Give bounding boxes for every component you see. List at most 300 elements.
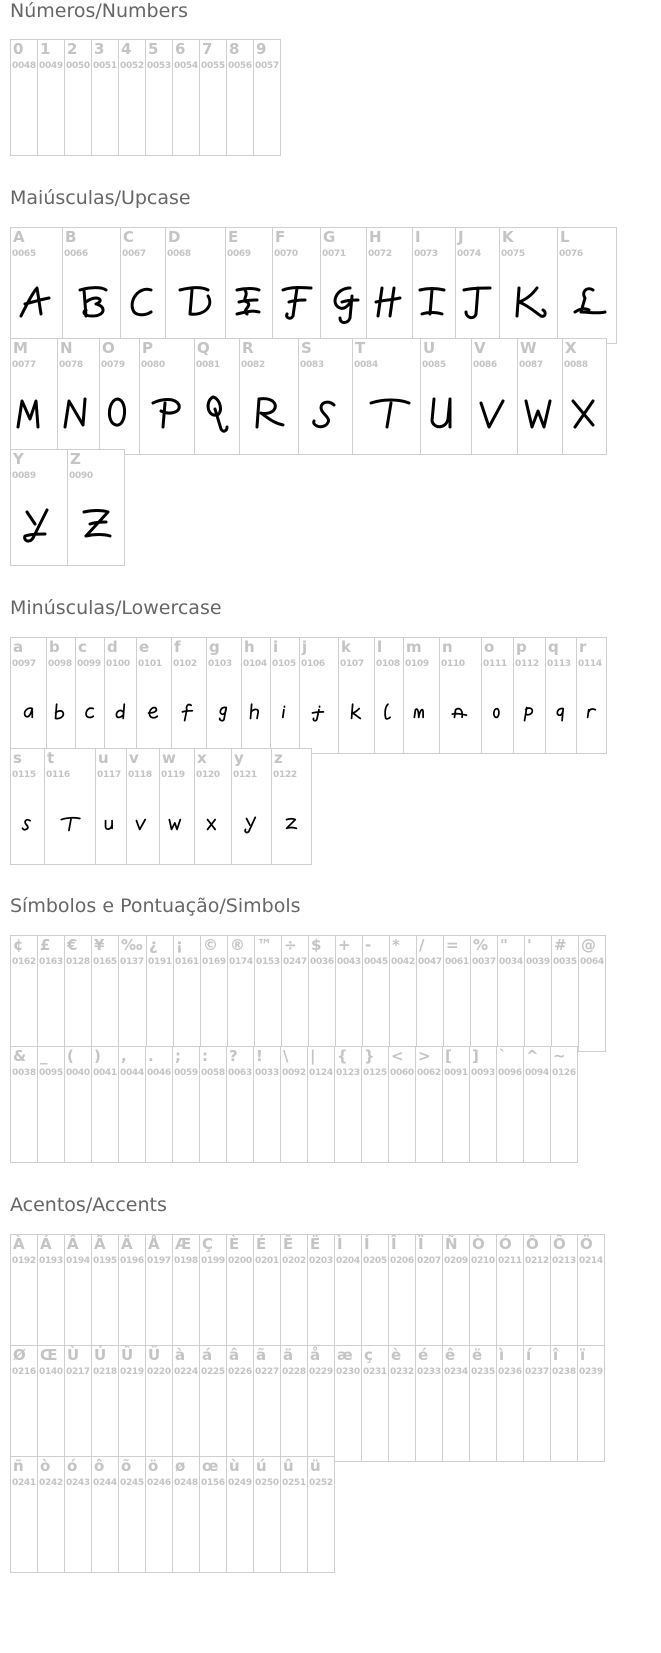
glyph-code: 0236 <box>498 1367 522 1377</box>
glyph-character: L <box>560 228 570 246</box>
glyph-cell <box>416 935 444 1052</box>
handwritten-glyph-sample <box>160 799 194 849</box>
glyph-code: 0111 <box>483 659 507 669</box>
glyph-cell <box>241 637 271 754</box>
glyph-code: 0126 <box>552 1068 576 1078</box>
glyph-cell <box>46 637 76 754</box>
glyph-character: = <box>446 936 459 954</box>
glyph-character: ê <box>445 1346 456 1364</box>
glyph-cell <box>415 1046 443 1163</box>
glyph-cell <box>253 1234 281 1351</box>
glyph-code: 0122 <box>273 770 297 780</box>
glyph-character: v <box>129 749 139 767</box>
glyph-cell <box>10 449 68 566</box>
handwritten-glyph-sample <box>76 688 104 738</box>
glyph-cell <box>307 1456 335 1573</box>
glyph-row <box>10 1345 604 1462</box>
glyph-character: % <box>473 936 489 954</box>
glyph-code: 0087 <box>519 360 543 370</box>
glyph-code: 0103 <box>208 659 232 669</box>
glyph-cell <box>496 1234 524 1351</box>
section-title-upcase: Maiúsculas/Upcase <box>10 187 191 209</box>
glyph-cell <box>442 1046 470 1163</box>
glyph-cell <box>469 1046 497 1163</box>
glyph-character: - <box>365 936 372 954</box>
glyph-cell <box>199 1046 227 1163</box>
handwritten-glyph-sample <box>375 688 403 738</box>
glyph-code: 0205 <box>363 1256 387 1266</box>
glyph-character: ) <box>94 1047 101 1065</box>
glyph-character: O <box>102 339 115 357</box>
glyph-cell <box>307 1234 335 1351</box>
glyph-code: 0112 <box>515 659 539 669</box>
glyph-character: z <box>274 749 283 767</box>
glyph-code: 0217 <box>66 1367 90 1377</box>
glyph-cell <box>361 1345 389 1462</box>
glyph-cell <box>57 338 100 455</box>
glyph-cell <box>362 935 390 1052</box>
glyph-character: s <box>13 749 22 767</box>
glyph-character: R <box>242 339 254 357</box>
glyph-cell <box>64 1456 92 1573</box>
glyph-code: 0056 <box>228 61 252 71</box>
glyph-cell <box>254 935 282 1052</box>
glyph-character: / <box>419 936 425 954</box>
glyph-cell <box>171 637 207 754</box>
glyph-code: 0198 <box>174 1256 198 1266</box>
glyph-code: 0209 <box>444 1256 468 1266</box>
glyph-cell <box>10 748 45 865</box>
glyph-cell <box>576 637 607 754</box>
glyph-character: y <box>234 749 244 767</box>
glyph-code: 0084 <box>354 360 378 370</box>
glyph-character: U <box>423 339 436 357</box>
glyph-code: 0053 <box>147 61 171 71</box>
glyph-cell <box>37 1456 65 1573</box>
glyph-code: 0121 <box>233 770 257 780</box>
glyph-cell <box>226 39 254 156</box>
handwritten-glyph-sample <box>472 389 517 439</box>
glyph-character: " <box>500 936 508 954</box>
glyph-code: 0116 <box>46 770 70 780</box>
glyph-code: 0153 <box>256 957 280 967</box>
glyph-code: 0192 <box>12 1256 36 1266</box>
glyph-character: l <box>377 638 383 656</box>
glyph-cell <box>64 39 92 156</box>
section-title-numbers: Números/Numbers <box>10 0 188 22</box>
glyph-code: 0045 <box>364 957 388 967</box>
glyph-code: 0128 <box>66 957 90 967</box>
glyph-cell <box>334 1234 362 1351</box>
glyph-code: 0052 <box>120 61 144 71</box>
handwritten-glyph-sample <box>47 688 75 738</box>
handwritten-glyph-sample <box>207 688 241 738</box>
glyph-cell <box>439 637 482 754</box>
glyph-code: 0080 <box>141 360 165 370</box>
glyph-character: 7 <box>202 40 213 58</box>
glyph-code: 0245 <box>120 1478 144 1488</box>
glyph-character: p <box>516 638 527 656</box>
glyph-cell <box>226 1345 254 1462</box>
glyph-character: h <box>244 638 255 656</box>
glyph-cell <box>10 935 38 1052</box>
handwritten-glyph-sample <box>68 500 124 550</box>
glyph-cell <box>172 1345 200 1462</box>
glyph-character: C <box>123 228 135 246</box>
glyph-code: 0036 <box>310 957 334 967</box>
glyph-code: 0191 <box>148 957 172 967</box>
glyph-character: ô <box>94 1457 105 1475</box>
glyph-cell <box>126 748 160 865</box>
glyph-cell <box>145 1345 173 1462</box>
glyph-code: 0049 <box>39 61 63 71</box>
glyph-character: ÷ <box>284 936 297 954</box>
glyph-cell <box>37 1345 65 1462</box>
glyph-cell <box>550 1345 578 1462</box>
handwritten-glyph-sample <box>45 799 95 849</box>
glyph-cell <box>62 227 121 344</box>
glyph-character: I <box>415 228 421 246</box>
glyph-code: 0233 <box>417 1367 441 1377</box>
glyph-cell <box>44 748 96 865</box>
glyph-cell <box>280 1456 308 1573</box>
glyph-cell <box>64 935 92 1052</box>
handwritten-glyph-sample <box>242 688 270 738</box>
glyph-cell <box>415 1345 443 1462</box>
glyph-character: Â <box>67 1235 79 1253</box>
glyph-cell <box>10 1046 38 1163</box>
glyph-character: , <box>121 1047 127 1065</box>
glyph-cell <box>136 637 172 754</box>
glyph-cell <box>280 1046 308 1163</box>
glyph-character: \ <box>283 1047 289 1065</box>
glyph-code: 0224 <box>174 1367 198 1377</box>
glyph-character: n <box>442 638 453 656</box>
glyph-code: 0140 <box>39 1367 63 1377</box>
glyph-cell <box>91 1456 119 1573</box>
glyph-character: Ï <box>418 1235 424 1253</box>
glyph-character: Å <box>148 1235 160 1253</box>
glyph-code: 0230 <box>336 1367 360 1377</box>
glyph-character: Ü <box>148 1346 161 1364</box>
glyph-code: 0213 <box>552 1256 576 1266</box>
glyph-character: Ö <box>580 1235 593 1253</box>
glyph-character: ä <box>283 1346 294 1364</box>
glyph-code: 0072 <box>368 249 392 259</box>
glyph-code: 0125 <box>363 1068 387 1078</box>
glyph-cell <box>10 1345 38 1462</box>
glyph-character: ^ <box>526 1047 539 1065</box>
glyph-character: ™ <box>257 936 272 954</box>
glyph-code: 0048 <box>12 61 36 71</box>
handwritten-glyph-sample <box>299 389 352 439</box>
glyph-code: 0123 <box>336 1068 360 1078</box>
glyph-code: 0252 <box>309 1478 333 1488</box>
glyph-cell <box>550 1234 578 1351</box>
glyph-code: 0228 <box>282 1367 306 1377</box>
glyph-code: 0195 <box>93 1256 117 1266</box>
glyph-code: 0090 <box>69 471 93 481</box>
glyph-code: 0043 <box>337 957 361 967</box>
glyph-character: 3 <box>94 40 105 58</box>
glyph-character: $ <box>311 936 322 954</box>
glyph-character: 6 <box>175 40 186 58</box>
glyph-code: 0165 <box>93 957 117 967</box>
glyph-code: 0044 <box>120 1068 144 1078</box>
glyph-code: 0231 <box>363 1367 387 1377</box>
handwritten-glyph-sample <box>195 799 231 849</box>
glyph-character: o <box>484 638 495 656</box>
glyph-character: @ <box>581 936 596 954</box>
glyph-character: ~ <box>553 1047 566 1065</box>
handwritten-glyph-sample <box>518 389 562 439</box>
glyph-cell <box>199 39 227 156</box>
glyph-cell <box>145 1234 173 1351</box>
glyph-code: 0238 <box>552 1367 576 1377</box>
glyph-character: æ <box>337 1346 353 1364</box>
glyph-cell <box>199 1345 227 1462</box>
glyph-character: u <box>98 749 109 767</box>
handwritten-glyph-sample <box>440 688 481 738</box>
glyph-character: 2 <box>67 40 78 58</box>
glyph-character: | <box>310 1047 316 1065</box>
glyph-code: 0207 <box>417 1256 441 1266</box>
glyph-cell <box>145 1456 173 1573</box>
handwritten-glyph-sample <box>232 799 271 849</box>
glyph-cell <box>95 748 127 865</box>
glyph-row <box>10 227 616 344</box>
glyph-cell <box>145 1046 173 1163</box>
glyph-code: 0061 <box>445 957 469 967</box>
glyph-code: 0094 <box>525 1068 549 1078</box>
glyph-cell <box>10 1456 38 1573</box>
glyph-cell <box>551 935 579 1052</box>
glyph-cell <box>159 748 195 865</box>
glyph-code: 0081 <box>196 360 220 370</box>
glyph-cell <box>37 935 65 1052</box>
glyph-character: ( <box>67 1047 74 1065</box>
glyph-code: 0093 <box>471 1068 495 1078</box>
glyph-cell <box>37 1234 65 1351</box>
glyph-character: N <box>60 339 73 357</box>
glyph-code: 0244 <box>93 1478 117 1488</box>
glyph-character: 5 <box>148 40 159 58</box>
glyph-cell <box>469 1345 497 1462</box>
handwritten-glyph-sample <box>514 688 545 738</box>
handwritten-glyph-sample <box>321 278 366 328</box>
glyph-code: 0250 <box>255 1478 279 1488</box>
glyph-cell <box>470 935 498 1052</box>
glyph-code: 0106 <box>301 659 325 669</box>
glyph-cell <box>577 1345 605 1462</box>
glyph-character: ` <box>499 1047 507 1065</box>
glyph-code: 0210 <box>471 1256 495 1266</box>
glyph-character: ó <box>67 1457 78 1475</box>
glyph-character: . <box>148 1047 154 1065</box>
glyph-cell <box>557 227 617 344</box>
glyph-code: 0115 <box>12 770 36 780</box>
handwritten-glyph-sample <box>404 688 439 738</box>
handwritten-glyph-sample <box>558 278 616 328</box>
handwritten-glyph-sample <box>63 278 120 328</box>
glyph-code: 0077 <box>12 360 36 370</box>
glyph-character: M <box>13 339 28 357</box>
glyph-cell <box>550 1046 578 1163</box>
glyph-character: r <box>579 638 587 656</box>
handwritten-glyph-sample <box>11 389 57 439</box>
glyph-cell <box>307 1046 335 1163</box>
glyph-cell <box>420 338 472 455</box>
glyph-cell <box>91 1046 119 1163</box>
glyph-code: 0156 <box>201 1478 225 1488</box>
glyph-character: i <box>273 638 279 656</box>
handwritten-glyph-sample <box>300 688 338 738</box>
glyph-character: Ç <box>202 1235 214 1253</box>
glyph-cell <box>10 637 47 754</box>
glyph-cell <box>37 1046 65 1163</box>
glyph-character: X <box>565 339 577 357</box>
glyph-character: D <box>168 228 181 246</box>
glyph-code: 0089 <box>12 471 36 481</box>
glyph-cell <box>388 1046 416 1163</box>
glyph-cell <box>455 227 500 344</box>
glyph-code: 0211 <box>498 1256 522 1266</box>
glyph-character: é <box>418 1346 429 1364</box>
glyph-code: 0241 <box>12 1478 36 1488</box>
glyph-character: w <box>162 749 176 767</box>
glyph-cell <box>366 227 413 344</box>
handwritten-glyph-sample <box>563 389 606 439</box>
glyph-character: g <box>209 638 220 656</box>
glyph-code: 0234 <box>444 1367 468 1377</box>
glyph-cell <box>403 637 440 754</box>
glyph-code: 0073 <box>414 249 438 259</box>
glyph-character: € <box>67 936 78 954</box>
glyph-cell <box>272 227 321 344</box>
glyph-cell <box>10 227 63 344</box>
glyph-character: P <box>142 339 153 357</box>
glyph-code: 0242 <box>39 1478 63 1488</box>
glyph-cell <box>172 39 200 156</box>
glyph-character: W <box>520 339 537 357</box>
glyph-row <box>10 935 605 1052</box>
glyph-cell <box>374 637 404 754</box>
glyph-cell <box>139 338 195 455</box>
glyph-row <box>10 338 606 455</box>
glyph-cell <box>481 637 514 754</box>
glyph-cell <box>334 1345 362 1462</box>
glyph-cell <box>200 935 228 1052</box>
glyph-character: _ <box>40 1047 48 1065</box>
glyph-cell <box>471 338 518 455</box>
glyph-cell <box>120 227 166 344</box>
glyph-character: E <box>228 228 239 246</box>
glyph-code: 0107 <box>340 659 364 669</box>
glyph-code: 0137 <box>120 957 144 967</box>
glyph-code: 0034 <box>499 957 523 967</box>
glyph-character: ù <box>229 1457 240 1475</box>
glyph-code: 0104 <box>243 659 267 669</box>
glyph-cell <box>335 935 363 1052</box>
glyph-cell <box>226 1234 254 1351</box>
glyph-character: À <box>13 1235 25 1253</box>
glyph-character: è <box>391 1346 402 1364</box>
glyph-character: œ <box>202 1457 219 1475</box>
glyph-character: m <box>406 638 422 656</box>
glyph-code: 0124 <box>309 1068 333 1078</box>
handwritten-glyph-sample <box>413 278 455 328</box>
glyph-character: e <box>139 638 150 656</box>
glyph-cell <box>146 935 174 1052</box>
glyph-row <box>10 449 124 566</box>
glyph-cell <box>199 1234 227 1351</box>
glyph-cell <box>361 1234 389 1351</box>
glyph-character: & <box>13 1047 27 1065</box>
glyph-character: + <box>338 936 351 954</box>
glyph-character: Œ <box>40 1346 58 1364</box>
glyph-code: 0227 <box>255 1367 279 1377</box>
glyph-cell <box>118 1046 146 1163</box>
glyph-character: G <box>323 228 336 246</box>
glyph-cell <box>118 1345 146 1462</box>
glyph-cell <box>64 1345 92 1462</box>
glyph-cell <box>523 1234 551 1351</box>
glyph-code: 0079 <box>101 360 125 370</box>
glyph-cell <box>299 637 339 754</box>
handwritten-glyph-sample <box>137 688 171 738</box>
glyph-cell <box>253 1456 281 1573</box>
glyph-code: 0203 <box>309 1256 333 1266</box>
glyph-character: S <box>301 339 312 357</box>
handwritten-glyph-sample <box>421 389 471 439</box>
glyph-character: Ë <box>310 1235 321 1253</box>
glyph-cell <box>67 449 125 566</box>
glyph-character: Õ <box>553 1235 566 1253</box>
glyph-cell <box>361 1046 389 1163</box>
glyph-code: 0119 <box>161 770 185 780</box>
glyph-character: ‰ <box>121 936 143 954</box>
glyph-character: Ä <box>121 1235 133 1253</box>
glyph-character: ë <box>472 1346 483 1364</box>
glyph-code: 0050 <box>66 61 90 71</box>
glyph-cell <box>10 39 38 156</box>
glyph-character: 8 <box>229 40 240 58</box>
glyph-cell <box>91 1234 119 1351</box>
glyph-row <box>10 1234 604 1351</box>
glyph-cell <box>145 39 173 156</box>
glyph-cell <box>443 935 471 1052</box>
glyph-cell <box>91 935 119 1052</box>
glyph-code: 0055 <box>201 61 225 71</box>
glyph-cell <box>280 1234 308 1351</box>
glyph-character: Ù <box>67 1346 80 1364</box>
glyph-character: ® <box>230 936 245 954</box>
glyph-character: ç <box>364 1346 373 1364</box>
handwritten-glyph-sample <box>273 278 320 328</box>
glyph-code: 0098 <box>48 659 72 669</box>
glyph-character: V <box>474 339 486 357</box>
glyph-character: } <box>364 1047 375 1065</box>
glyph-cell <box>412 227 456 344</box>
glyph-character: a <box>13 638 24 656</box>
glyph-code: 0071 <box>322 249 346 259</box>
glyph-character: ã <box>256 1346 267 1364</box>
glyph-code: 0041 <box>93 1068 117 1078</box>
glyph-character: Í <box>364 1235 370 1253</box>
handwritten-glyph-sample <box>272 799 311 849</box>
glyph-code: 0086 <box>473 360 497 370</box>
glyph-character: x <box>197 749 207 767</box>
